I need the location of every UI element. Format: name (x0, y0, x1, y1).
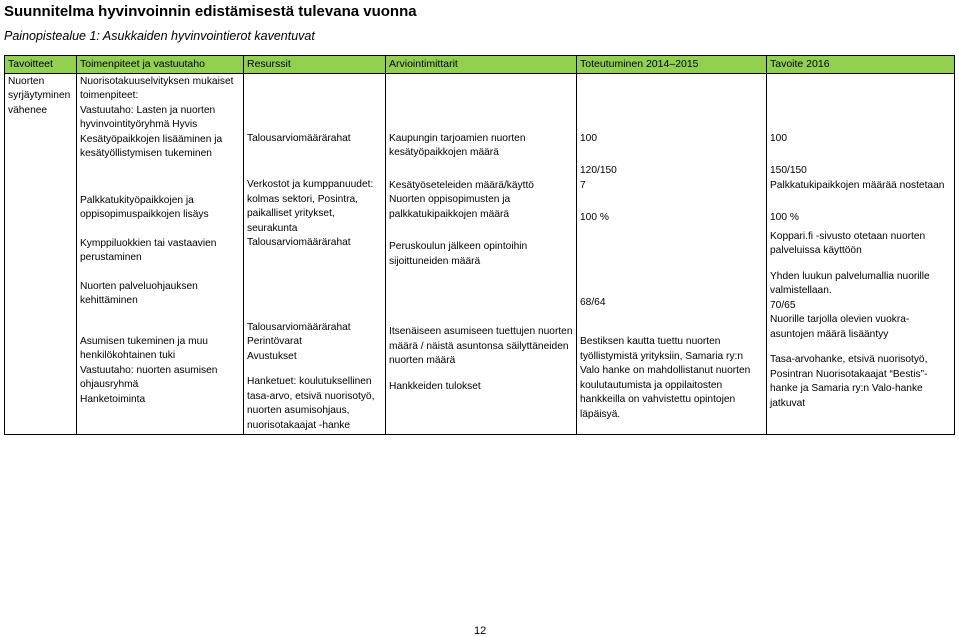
resurssi-item: Hanketuet: koulutuksellinen tasa-arvo, etsivä nuorisotyö, nuorten asumisohjaus, nuorisotakaajat -hanke (247, 376, 375, 431)
tavoite-item: 100 (770, 132, 787, 144)
tavoite-item: 70/65 (770, 299, 796, 311)
toimenpide-item: Palkkatukityöpaikkojen ja oppisopimuspaikkojen lisäys (80, 194, 209, 221)
arviointi-item: Hankkeiden tulokset (389, 380, 481, 392)
toimenpide-item: Asumisen tukeminen ja muu henkilökohtainen tuki (80, 335, 208, 362)
toteutuminen-item: Bestiksen kautta tuettu nuorten työllistymistä yrityksiin, Samaria ry:n Valo hanke on mahdollistanut nuorten koulutautumista ja oppilaitosten hankkeilla on vahvistettu opintojen läpäisyä. (580, 336, 751, 420)
toimenpide-item: Kymppiluokkien tai vastaavien perustaminen (80, 237, 217, 264)
tavoite-item: 150/150 (770, 165, 807, 177)
table-header-row (5, 56, 955, 74)
header-tavoite-2016: Tavoite 2016 (767, 56, 955, 74)
toimenpiteet-cell (77, 73, 244, 434)
page-subtitle: Painopistealue 1: Asukkaiden hyvinvointierot kaventuvat (4, 29, 315, 43)
header-toimenpiteet: Toimenpiteet ja vastuutaho (77, 56, 244, 74)
toteutuminen-cell (577, 73, 767, 434)
arviointi-item: Itsenäiseen asumiseen tuettujen nuorten määrä / näistä asuntonsa säilyttäneiden nuorten määrä (389, 326, 573, 367)
arviointimittarit-cell (386, 73, 577, 434)
header-arviointimittarit: Arviointimittarit (386, 56, 577, 74)
arviointi-item: Peruskoulun jälkeen opintoihin sijoittuneiden määrä (389, 241, 528, 267)
tavoite-item: Nuorille tarjolla olevien vuokra-asuntojen määrä lisääntyy (770, 314, 910, 340)
tavoite-item: Tasa-arvohanke, etsivä nuorisotyö, Posintran Nuorisotakaajat “Bestis”-hanke ja Samaria ry:n Valo-hanke jatkuvat (770, 354, 928, 409)
tavoite-item: Palkkatukipaikkojen määrää nostetaan (770, 179, 945, 191)
toimenpide-item: Hanketoiminta (80, 393, 146, 405)
tavoite-item: Yhden luukun palvelumallia nuorille valmistellaan. (770, 270, 930, 297)
arviointi-item: Kesätyöseteleiden määrä/käyttö (389, 179, 534, 191)
arviointi-item: Kaupungin tarjoamien nuorten kesätyöpaikkojen määrä (389, 132, 526, 159)
toteutuminen-item: 7 (580, 179, 586, 191)
toteutuminen-item: 100 (580, 132, 597, 144)
page-number: 12 (474, 625, 487, 637)
header-resurssit: Resurssit (244, 56, 386, 74)
header-tavoitteet: Tavoitteet (5, 56, 77, 74)
toimenpide-item: Kesätyöpaikkojen lisääminen ja kesätyöllistymisen tukeminen (80, 133, 223, 160)
tavoite-item: Koppari.fi -sivusto otetaan nuorten palveluissa käyttöön (770, 230, 926, 257)
resurssi-item: Talousarviomäärärahat (247, 321, 351, 333)
resurssi-item: Verkostot ja kumppanuudet: kolmas sektori, Posintra, paikalliset yritykset, seurakunta (247, 179, 374, 234)
page-title: Suunnitelma hyvinvoinnin edistämisestä tulevana vuonna (4, 3, 417, 20)
toimenpide-item: Nuorisotakuuselvityksen mukaiset toimenpiteet: (80, 75, 234, 102)
tavoite-item: 100 % (770, 212, 799, 224)
resurssi-item: Avustukset (247, 350, 297, 362)
plan-table (4, 55, 955, 435)
toteutuminen-item: 120/150 (580, 165, 617, 177)
resurssi-item: Talousarviomäärärahat (247, 132, 351, 144)
toteutuminen-item: 100 % (580, 212, 609, 224)
toimenpide-item: Vastuutaho: nuorten asumisen ohjausryhmä (80, 364, 218, 391)
arviointi-item: Nuorten oppisopimusten ja palkkatukipaikkojen määrä (389, 194, 511, 220)
resurssit-cell (244, 73, 386, 434)
goal-cell (5, 73, 77, 434)
table-row (5, 73, 955, 434)
resurssi-item: Perintövarat (247, 336, 302, 348)
toimenpide-item: Vastuutaho: Lasten ja nuorten hyvinvointityöryhmä Hyvis (80, 104, 216, 131)
toteutuminen-item: 68/64 (580, 296, 606, 308)
toimenpide-item: Nuorten palveluohjauksen kehittäminen (80, 280, 198, 307)
goal-text: Nuorten syrjäytyminen vähenee (8, 75, 71, 116)
tavoite-2016-cell (767, 73, 955, 434)
resurssi-item: Talousarviomäärärahat (247, 237, 351, 249)
header-toteutuminen: Toteutuminen 2014–2015 (577, 56, 767, 74)
